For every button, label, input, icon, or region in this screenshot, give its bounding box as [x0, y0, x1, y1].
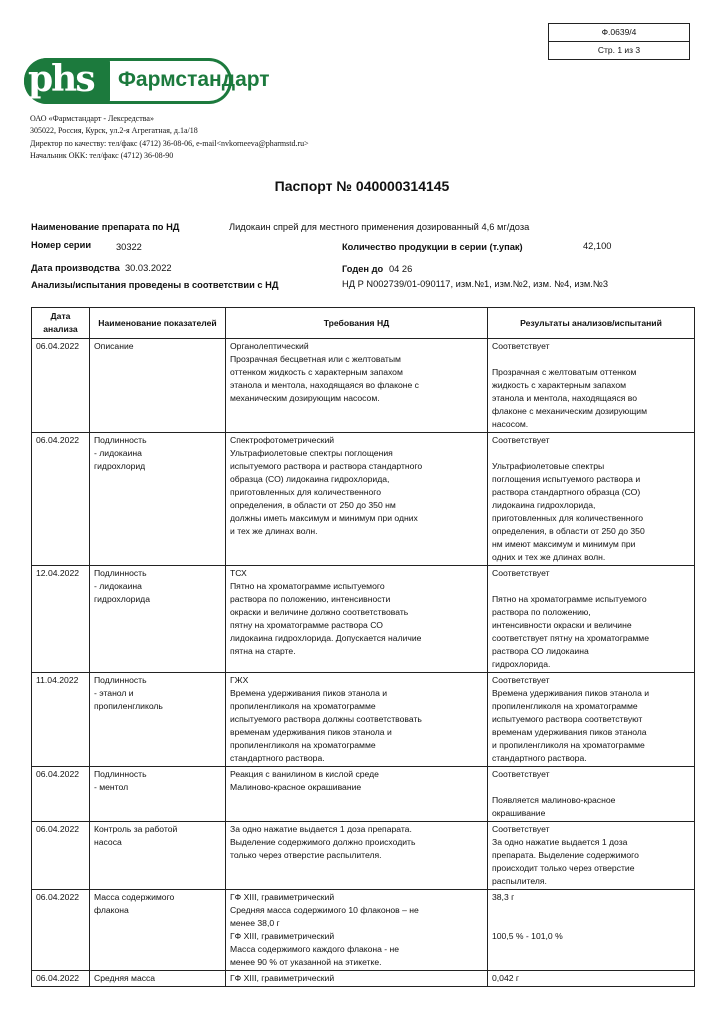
cell-requirements	[226, 339, 488, 433]
cell-indicator	[90, 822, 226, 890]
header-requirements: Требования НД	[226, 308, 488, 339]
cell-requirements-line: За одно нажатие выдается 1 доза препарата.	[230, 824, 412, 834]
cell-indicator	[90, 339, 226, 433]
cell-indicator-line: - лидокаина	[94, 581, 142, 591]
table-body	[32, 339, 695, 987]
cell-requirements-line: испытуемого раствора и раствора стандартного	[230, 461, 423, 471]
cell-requirements-line: лидокаина гидрохлорида. Допускается наличие	[230, 633, 422, 643]
cell-results-line	[492, 917, 690, 930]
cell-requirements-line: стандартного раствора.	[230, 753, 325, 763]
production-date-label: Дата производства	[31, 263, 120, 273]
cell-results-line: жидкость с характерным запахом	[492, 380, 627, 390]
cell-results-line: стандартного раствора.	[492, 753, 587, 763]
cell-indicator	[90, 767, 226, 822]
cell-results-line: раствора СО лидокаина	[492, 646, 589, 656]
cell-requirements-line: Прозрачная бесцветная или с желтоватым	[230, 354, 401, 364]
cell-results-line: гидрохлорида.	[492, 659, 551, 669]
table-row	[32, 433, 695, 566]
table-header-row	[32, 308, 695, 339]
quantity-label: Количество продукции в серии (т.упак)	[342, 242, 523, 252]
cell-results-line: соответствует пятну на хроматограмме	[492, 633, 649, 643]
cell-results-line: 38,3 г	[492, 892, 515, 902]
logo-mark: phs	[28, 58, 94, 100]
results-table	[31, 307, 695, 987]
cell-results-line: Времена удерживания пиков этанола и	[492, 688, 650, 698]
cell-requirements-line: Пятно на хроматограмме испытуемого	[230, 581, 385, 591]
cell-requirements-line: пятну на хроматограмме раствора СО	[230, 620, 383, 630]
cell-date: 06.04.2022	[32, 433, 90, 566]
cell-results-line: определения, в области от 250 до 350	[492, 526, 645, 536]
cell-indicator-line: насоса	[94, 837, 122, 847]
cell-results	[488, 971, 695, 987]
cell-requirements	[226, 673, 488, 767]
cell-indicator-line: гидрохлорид	[94, 461, 146, 471]
cell-results-line: насосом.	[492, 419, 529, 429]
cell-results-line	[492, 580, 690, 593]
cell-requirements-line: Времена удерживания пиков этанола и	[230, 688, 388, 698]
form-code-box	[548, 23, 690, 60]
cell-requirements-line: ГФ XIII, гравиметрический	[230, 973, 335, 983]
table-row	[32, 971, 695, 987]
cell-requirements	[226, 767, 488, 822]
header-date: Дата анализа	[32, 308, 90, 339]
series-value: 30322	[116, 242, 142, 252]
cell-requirements-line: Средняя масса содержимого 10 флаконов – не	[230, 905, 419, 915]
cell-results-line: флаконе с механическим дозирующим	[492, 406, 647, 416]
cell-indicator	[90, 971, 226, 987]
cell-requirements-line: механическим дозирующим насосом.	[230, 393, 380, 403]
cell-results-line: поглощения испытуемого раствора и	[492, 474, 641, 484]
cell-date: 06.04.2022	[32, 971, 90, 987]
cell-requirements-line: пятна на старте.	[230, 646, 296, 656]
cell-results-line: Соответствует	[492, 675, 550, 685]
table-row	[32, 822, 695, 890]
cell-requirements-line: ГЖХ	[230, 675, 249, 685]
cell-results-line: окрашивание	[492, 808, 546, 818]
cell-results-line: Соответствует	[492, 341, 550, 351]
cell-results-line: Соответствует	[492, 568, 550, 578]
cell-requirements-line: оттенком жидкость с характерным запахом	[230, 367, 403, 377]
cell-results-line: Появляется малиново-красное	[492, 795, 616, 805]
cell-requirements-line: определения, в области от 250 до 350 нм	[230, 500, 396, 510]
analysis-value: НД Р N002739/01-090117, изм.№1, изм.№2, изм. №4, изм.№3	[342, 279, 609, 289]
company-info	[30, 113, 309, 163]
production-date-value: 30.03.2022	[125, 263, 172, 273]
cell-requirements-line: менее 38,0 г	[230, 918, 280, 928]
cell-results-line: раствора по положению,	[492, 607, 591, 617]
expiry-value: 04 26	[389, 264, 413, 274]
cell-requirements-line: окраски и величине должно соответствовать	[230, 607, 409, 617]
cell-results-line	[492, 904, 690, 917]
table-row	[32, 566, 695, 673]
cell-date: 06.04.2022	[32, 339, 90, 433]
cell-results-line: испытуемого раствора соответствуют	[492, 714, 643, 724]
logo-name: Фармстандарт	[118, 68, 270, 91]
cell-requirements-line: этанола и ментола, находящаяся во флаконе с	[230, 380, 419, 390]
cell-requirements-line: образца (СО) лидокаина гидрохлорида,	[230, 474, 390, 484]
cell-indicator-line: Подлинность	[94, 675, 147, 685]
cell-results-line: и пропиленгликоля на хроматограмме	[492, 740, 645, 750]
company-line: Начальник ОКК: тел/факс (4712) 36-08-90	[30, 151, 174, 161]
cell-requirements-line: только через отверстие распылителя.	[230, 850, 382, 860]
cell-indicator	[90, 566, 226, 673]
table-row	[32, 673, 695, 767]
cell-indicator-line: флакона	[94, 905, 129, 915]
drug-value: Лидокаин спрей для местного применения дозированный 4,6 мг/доза	[229, 222, 530, 232]
cell-requirements-line: менее 90 % от указанной на этикетке.	[230, 957, 382, 967]
company-line: ОАО «Фармстандарт - Лексредства»	[30, 114, 154, 123]
page-title: Паспорт № 040000314145	[274, 178, 450, 194]
company-line: Директор по качеству: тел/факс (4712) 36-08-06, e-mail<nvkorneeva@pharmstd.ru>	[30, 138, 309, 148]
cell-requirements	[226, 433, 488, 566]
cell-results	[488, 767, 695, 822]
cell-requirements	[226, 566, 488, 673]
cell-results	[488, 433, 695, 566]
cell-results-line: 0,042 г	[492, 973, 520, 983]
page-number: Стр. 1 из 3	[597, 45, 641, 55]
company-logo	[24, 56, 270, 106]
cell-indicator-line: Подлинность	[94, 568, 147, 578]
cell-requirements-line: Масса содержимого каждого флакона - не	[230, 944, 400, 954]
cell-results-line: препарата. Выделение содержимого	[492, 850, 639, 860]
cell-indicator-line: Масса содержимого	[94, 892, 175, 902]
cell-results-line: Соответствует	[492, 824, 550, 834]
cell-results-line: Ультрафиолетовые спектры	[492, 461, 605, 471]
cell-results-line: одних и тех же длинах волн.	[492, 552, 606, 562]
cell-requirements-line: должны иметь максимум и минимум при одних	[230, 513, 418, 523]
cell-date: 06.04.2022	[32, 767, 90, 822]
cell-indicator-line: Контроль за работой	[94, 824, 178, 834]
cell-requirements	[226, 822, 488, 890]
cell-results-line: временам удерживания пиков этанола	[492, 727, 647, 737]
table-row	[32, 890, 695, 971]
cell-date: 06.04.2022	[32, 890, 90, 971]
analysis-label: Анализы/испытания проведены в соответствии с НД	[31, 280, 279, 290]
cell-requirements-line: Малиново-красное окрашивание	[230, 782, 362, 792]
cell-requirements-line: испытуемого раствора должны соответствовать	[230, 714, 422, 724]
cell-requirements-line: Спектрофотометрический	[230, 435, 335, 445]
cell-date: 06.04.2022	[32, 822, 90, 890]
cell-requirements	[226, 890, 488, 971]
cell-results-line: приготовленных для количественного	[492, 513, 643, 523]
form-code: Ф.0639/4	[549, 24, 689, 42]
cell-requirements-line: временам удерживания пиков этанола и	[230, 727, 392, 737]
cell-requirements-line: и тех же длинах волн.	[230, 526, 318, 536]
cell-requirements-line: Выделение содержимого должно происходить	[230, 837, 416, 847]
cell-indicator-line: пропиленгликоль	[94, 701, 163, 711]
cell-indicator	[90, 433, 226, 566]
header-results: Результаты анализов/испытаний	[488, 308, 695, 339]
cell-requirements-line: пропиленгликоля на хроматограмме	[230, 701, 376, 711]
cell-requirements-line: ГФ XIII, гравиметрический	[230, 892, 335, 902]
cell-results-line	[492, 353, 690, 366]
cell-indicator-line: - лидокаина	[94, 448, 142, 458]
cell-results	[488, 566, 695, 673]
cell-results	[488, 822, 695, 890]
cell-results-line: Соответствует	[492, 769, 550, 779]
cell-results-line: Пятно на хроматограмме испытуемого	[492, 594, 647, 604]
cell-results-line: пропиленгликоля на хроматограмме	[492, 701, 638, 711]
cell-indicator	[90, 890, 226, 971]
cell-requirements-line: приготовленных для количественного	[230, 487, 381, 497]
cell-date: 12.04.2022	[32, 566, 90, 673]
cell-indicator-line: Подлинность	[94, 435, 147, 445]
cell-indicator-line: Подлинность	[94, 769, 147, 779]
cell-requirements-line: Ультрафиолетовые спектры поглощения	[230, 448, 393, 458]
drug-label: Наименование препарата по НД	[31, 222, 180, 232]
table-row	[32, 767, 695, 822]
cell-requirements-line: пропиленгликоля на хроматограмме	[230, 740, 376, 750]
cell-results-line: За одно нажатие выдается 1 доза	[492, 837, 628, 847]
cell-results-line: этанола и ментола, находящаяся во	[492, 393, 638, 403]
cell-results-line	[492, 447, 690, 460]
cell-results-line	[492, 781, 690, 794]
cell-requirements	[226, 971, 488, 987]
company-line: 305022, Россия, Курск, ул.2-я Агрегатная, д.1а/18	[30, 126, 198, 136]
cell-indicator-line: гидрохлорида	[94, 594, 150, 604]
cell-indicator-line: Средняя масса	[94, 973, 156, 983]
cell-indicator-line: - ментол	[94, 782, 129, 792]
cell-results	[488, 890, 695, 971]
cell-results-line: лидокаина гидрохлорида,	[492, 500, 596, 510]
cell-results-line: 100,5 % - 101,0 %	[492, 931, 563, 941]
cell-results-line: Соответствует	[492, 435, 550, 445]
quantity-value: 42,100	[583, 241, 612, 251]
cell-results-line: Прозрачная с желтоватым оттенком	[492, 367, 637, 377]
cell-results-line: распылителя.	[492, 876, 547, 886]
cell-indicator-line: - этанол и	[94, 688, 134, 698]
cell-results-line: происходит только через отверстие	[492, 863, 635, 873]
cell-results-line: нм имеют максимум и минимум при	[492, 539, 636, 549]
cell-indicator	[90, 673, 226, 767]
cell-requirements-line: раствора по положению, интенсивности	[230, 594, 391, 604]
cell-requirements-line: Реакция с ванилином в кислой среде	[230, 769, 379, 779]
cell-date: 11.04.2022	[32, 673, 90, 767]
series-label: Номер серии	[31, 240, 92, 250]
cell-requirements-line: Органолептический	[230, 341, 309, 351]
header-indicator: Наименование показателей	[90, 308, 226, 339]
cell-results	[488, 673, 695, 767]
cell-requirements-line: ГФ XIII, гравиметрический	[230, 931, 335, 941]
cell-indicator-line: Описание	[94, 341, 134, 351]
expiry-label: Годен до	[342, 264, 384, 274]
table-row	[32, 339, 695, 433]
cell-results-line: интенсивности окраски и величине	[492, 620, 632, 630]
cell-requirements-line: ТСХ	[230, 568, 247, 578]
cell-results-line: раствора стандартного образца (СО)	[492, 487, 641, 497]
cell-results	[488, 339, 695, 433]
